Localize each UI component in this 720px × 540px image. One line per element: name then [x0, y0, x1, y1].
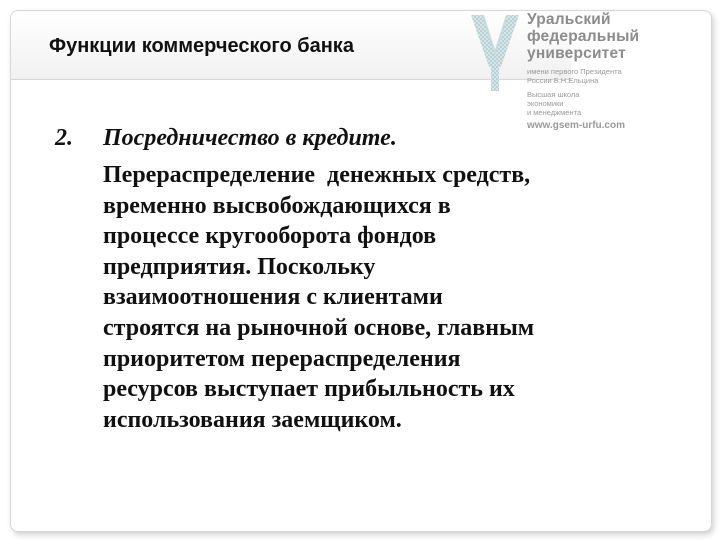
- slide-title: Функции коммерческого банка: [49, 35, 354, 57]
- list-item-title: Посредничество в кредите.: [103, 125, 397, 151]
- urfu-logo-icon: [465, 11, 525, 93]
- logo-name-line: федеральный: [527, 28, 640, 45]
- body-line: взаимоотношения с клиентами: [103, 284, 443, 311]
- logo-name-line: Уральский: [527, 11, 611, 28]
- logo-name-line: университет: [527, 45, 626, 62]
- logo-url: www.gsem-urfu.com: [527, 120, 625, 131]
- slide-content: [55, 124, 705, 435]
- list-item-heading: [55, 124, 705, 153]
- body-line: Перераспределение денежных средств,: [103, 162, 531, 188]
- logo-school-line: и менеджмента: [527, 108, 582, 117]
- logo-school-line: экономики: [527, 99, 564, 108]
- body-line: временно высвобождающихся в: [103, 192, 451, 219]
- body-line: ресурсов выступает прибыльность их: [103, 376, 515, 403]
- body-line: приоритетом перераспределения: [103, 345, 461, 372]
- body-line: предприятия. Поскольку: [103, 253, 376, 280]
- body-line: процессе кругооборота фондов: [103, 223, 437, 250]
- slide-frame: [10, 10, 712, 532]
- body-line: строятся на рыночной основе, главным: [103, 314, 535, 341]
- body-paragraph: [103, 160, 691, 435]
- logo-subtitle-line: имени первого Президента: [527, 67, 622, 76]
- list-item-number: 2.: [55, 125, 73, 151]
- logo-subtitle-line: России Б.Н.Ельцина: [527, 76, 599, 85]
- logo-school-line: Высшая школа: [527, 90, 580, 99]
- body-line: использования заемщиком.: [103, 406, 402, 433]
- logo-text: [527, 11, 639, 132]
